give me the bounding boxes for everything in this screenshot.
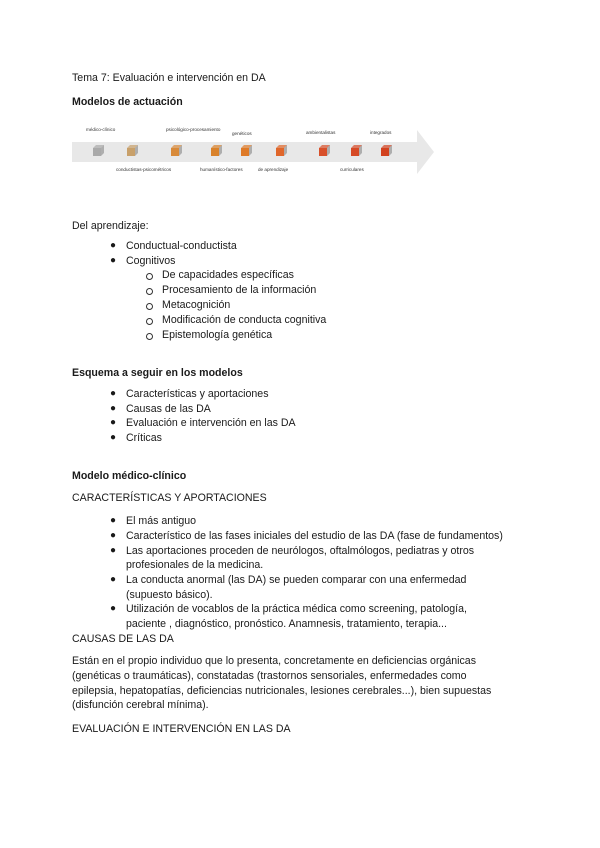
- list-item: Evaluación e intervención en las DA: [126, 417, 296, 429]
- causas-paragraph-line: (genéticas o traumáticas), constatadas (trastornos sensoriales, enfermedades como: [72, 670, 467, 682]
- timeline-cube-icon: [351, 145, 362, 156]
- list-item: El más antiguo: [126, 515, 197, 527]
- document-title: Tema 7: Evaluación e intervención en DA: [72, 72, 266, 84]
- sub-list-item: Metacognición: [162, 299, 231, 311]
- sub-bullet-icon: [146, 318, 153, 325]
- evaluacion-heading: EVALUACIÓN E INTERVENCIÓN EN LAS DA: [72, 723, 291, 735]
- sub-list-item: Modificación de conducta cognitiva: [162, 314, 327, 326]
- sub-bullet-icon: [146, 288, 153, 295]
- list-item: Críticas: [126, 432, 162, 444]
- list-item: Conductual-conductista: [126, 240, 237, 252]
- sub-bullet-icon: [146, 273, 153, 280]
- timeline-cube-icon: [241, 145, 252, 156]
- bullet-icon: ●: [110, 240, 117, 251]
- medico-heading: Modelo médico-clínico: [72, 470, 187, 482]
- timeline-cube-icon: [211, 145, 222, 156]
- bullet-icon: ●: [110, 432, 117, 443]
- timeline-bottom-label-1: humanístico-factores: [200, 167, 243, 172]
- timeline-bottom-label-3: curriculares: [340, 167, 364, 172]
- timeline-top-label-0: médico-clínico: [86, 127, 116, 132]
- timeline-top-label-4: integrados: [370, 130, 392, 135]
- list-item: Características y aportaciones: [126, 388, 269, 400]
- bullet-icon: ●: [110, 545, 117, 556]
- timeline-bottom-label-0: conductistas-psicométricos: [116, 167, 172, 172]
- bullet-icon: ●: [110, 403, 117, 414]
- list-item: Las aportaciones proceden de neurólogos, oftalmólogos, pediatras y otros: [126, 545, 475, 557]
- sub-list-item: Procesamiento de la información: [162, 284, 317, 296]
- aprendizaje-intro: Del aprendizaje:: [72, 220, 149, 232]
- causas-heading: CAUSAS DE LAS DA: [72, 633, 174, 645]
- models-timeline-diagram: [72, 120, 442, 192]
- timeline-top-label-3: ambientalistas: [306, 130, 336, 135]
- list-item-continuation: (supuesto básico).: [126, 589, 213, 601]
- bullet-icon: ●: [110, 417, 117, 428]
- sub-bullet-icon: [146, 333, 153, 340]
- bullet-icon: ●: [110, 388, 117, 399]
- timeline-bottom-label-2: de aprendizaje: [258, 167, 289, 172]
- bullet-icon: ●: [110, 255, 117, 266]
- causas-paragraph-line: epilepsia, hepatopatías, deficiencias nutricionales, lesiones cerebrales...), bien supuestas: [72, 685, 492, 697]
- bullet-icon: ●: [110, 574, 117, 585]
- timeline-cube-icon: [319, 145, 330, 156]
- timeline-cube-icon: [276, 145, 287, 156]
- bullet-icon: ●: [110, 530, 117, 541]
- models-heading: Modelos de actuación: [72, 96, 183, 108]
- list-item: Característico de las fases iniciales del estudio de las DA (fase de fundamentos): [126, 530, 503, 542]
- esquema-heading: Esquema a seguir en los modelos: [72, 367, 243, 379]
- timeline-top-label-2: genéticos: [232, 131, 252, 136]
- list-item: La conducta anormal (las DA) se pueden comparar con una enfermedad: [126, 574, 467, 586]
- timeline-cube-icon: [93, 145, 104, 156]
- sub-list-item: De capacidades específicas: [162, 269, 294, 281]
- list-item: Utilización de vocablos de la práctica médica como screening, patología,: [126, 603, 467, 615]
- causas-paragraph-line: (disfunción cerebral mínima).: [72, 699, 209, 711]
- bullet-icon: ●: [110, 603, 117, 614]
- causas-paragraph-line: Están en el propio individuo que lo presenta, concretamente en deficiencias orgánicas: [72, 655, 476, 667]
- list-item: Causas de las DA: [126, 403, 211, 415]
- list-item-continuation: profesionales de la medicina.: [126, 559, 264, 571]
- timeline-cube-icon: [171, 145, 182, 156]
- sub-bullet-icon: [146, 303, 153, 310]
- list-item: Cognitivos: [126, 255, 176, 267]
- sub-list-item: Epistemología genética: [162, 329, 273, 341]
- caract-heading: CARACTERÍSTICAS Y APORTACIONES: [72, 492, 267, 504]
- timeline-top-label-1: psicológico-procesamiento: [166, 127, 221, 132]
- timeline-cube-icon: [381, 145, 392, 156]
- timeline-cube-icon: [127, 145, 138, 156]
- list-item-continuation: paciente , diagnóstico, pronóstico. Anamnesis, tratamiento, terapia...: [126, 618, 447, 630]
- bullet-icon: ●: [110, 515, 117, 526]
